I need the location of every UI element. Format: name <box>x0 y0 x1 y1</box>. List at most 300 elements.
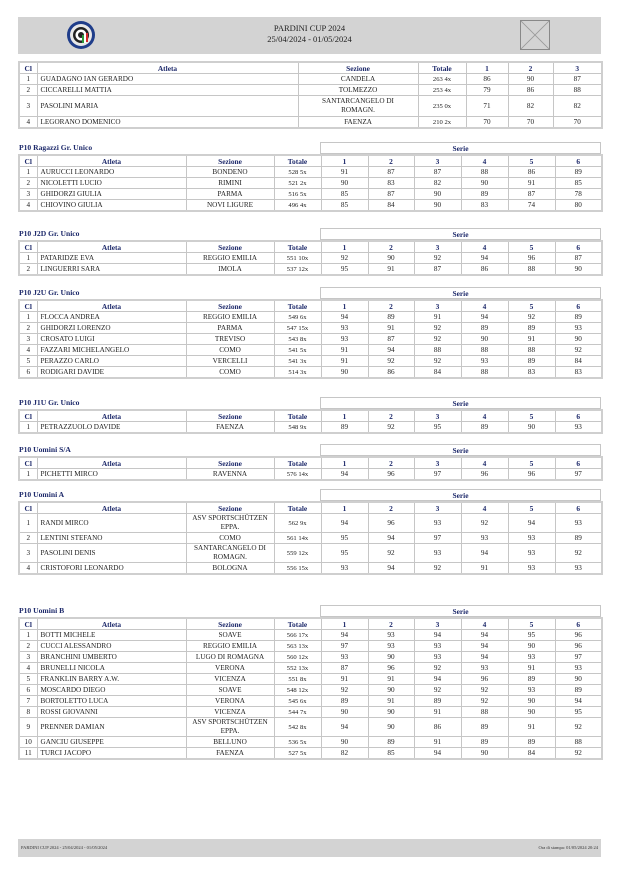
series-3-cell: 92 <box>414 685 461 696</box>
serie-label: Serie <box>321 606 601 617</box>
section-cell: COMO <box>186 345 274 356</box>
athlete-cell: TURCI JACOPO <box>37 748 186 760</box>
series-3-cell: 92 <box>414 334 461 345</box>
series-4-cell: 93 <box>461 533 508 544</box>
series-2-cell: 92 <box>368 422 414 434</box>
series-3-cell: 92 <box>414 663 461 674</box>
series-5-cell: 88 <box>508 345 555 356</box>
col-sezione: Sezione <box>186 502 274 514</box>
rank-cell: 1 <box>19 469 37 481</box>
section-cell: SANTARCANGELO DI ROMAGN. <box>186 544 274 563</box>
series-6-cell: 96 <box>555 641 602 652</box>
col-totale: Totale <box>274 502 321 514</box>
series-4-cell: 94 <box>461 641 508 652</box>
col-serie-6: 6 <box>555 241 602 253</box>
athlete-cell: CROSATO LUIGI <box>37 334 186 345</box>
section-cell: BOLOGNA <box>186 563 274 575</box>
table-row <box>19 674 602 685</box>
col-totale: Totale <box>274 241 321 253</box>
series-4-cell: 89 <box>461 737 508 748</box>
athlete-cell: PERAZZO CARLO <box>37 356 186 367</box>
col-serie-5: 5 <box>508 241 555 253</box>
series-5-cell: 91 <box>508 178 555 189</box>
series-5-cell: 91 <box>508 334 555 345</box>
section-cell: TOLMEZZO <box>298 85 418 96</box>
series-5-cell: 90 <box>508 696 555 707</box>
series-6-cell: 97 <box>555 469 602 481</box>
series-5-cell: 87 <box>508 189 555 200</box>
series-4-cell: 90 <box>461 178 508 189</box>
col-serie-4: 4 <box>461 457 508 469</box>
series-2-cell: 94 <box>368 563 414 575</box>
table-row <box>19 469 602 481</box>
athlete-cell: CRISTOFORI LEONARDO <box>37 563 186 575</box>
series-5-cell: 91 <box>508 663 555 674</box>
athlete-cell: GUADAGNO IAN GERARDO <box>37 74 298 85</box>
col-atleta: Atleta <box>37 155 186 167</box>
series-4-cell: 93 <box>461 356 508 367</box>
athlete-cell: ROSSI GIOVANNI <box>37 707 186 718</box>
series-3-cell: 93 <box>414 544 461 563</box>
serie-header <box>320 444 601 456</box>
col-atleta: Atleta <box>37 241 186 253</box>
section-cell: TREVISO <box>186 334 274 345</box>
series-1-cell: 95 <box>321 264 368 276</box>
athlete-cell: GHIDORZI LORENZO <box>37 323 186 334</box>
col-sezione: Sezione <box>186 155 274 167</box>
series-1-cell: 93 <box>321 563 368 575</box>
series-2-cell: 90 <box>508 74 553 85</box>
section-cell: VERONA <box>186 696 274 707</box>
col-serie-6: 6 <box>555 155 602 167</box>
series-6-cell: 93 <box>555 563 602 575</box>
series-3-cell: 97 <box>414 533 461 544</box>
athlete-cell: CHIOVINO GIULIA <box>37 200 186 212</box>
series-3-cell: 93 <box>414 652 461 663</box>
series-2-cell: 96 <box>368 514 414 533</box>
series-6-cell: 90 <box>555 674 602 685</box>
series-1-cell: 95 <box>321 533 368 544</box>
section-cell: LUGO DI ROMAGNA <box>186 652 274 663</box>
rank-cell: 4 <box>19 117 37 129</box>
athlete-cell: AURUCCI LEONARDO <box>37 167 186 178</box>
series-2-cell: 94 <box>368 345 414 356</box>
table-row <box>19 356 602 367</box>
series-4-cell: 86 <box>461 264 508 276</box>
section-cell: REGGIO EMILIA <box>186 312 274 323</box>
series-4-cell: 92 <box>461 685 508 696</box>
series-5-cell: 95 <box>508 630 555 641</box>
series-3-cell: 93 <box>414 514 461 533</box>
rank-cell: 1 <box>19 514 37 533</box>
total-cell: 548 12x <box>274 685 321 696</box>
series-3-cell: 82 <box>414 178 461 189</box>
athlete-cell: PASOLINI MARIA <box>37 96 298 117</box>
rank-cell: 3 <box>19 652 37 663</box>
series-2-cell: 92 <box>368 544 414 563</box>
series-3-cell: 97 <box>414 469 461 481</box>
series-6-cell: 92 <box>555 718 602 737</box>
total-cell: 556 15x <box>274 563 321 575</box>
section-cell: SANTARCANGELO DI ROMAGN. <box>298 96 418 117</box>
total-cell: 563 13x <box>274 641 321 652</box>
series-6-cell: 83 <box>555 367 602 379</box>
series-1-cell: 93 <box>321 334 368 345</box>
category-title: P10 Uomini A <box>19 490 65 499</box>
category-title: P10 J1U Gr. Unico <box>19 398 80 407</box>
table-row <box>19 630 602 641</box>
series-1-cell: 90 <box>321 367 368 379</box>
rank-cell: 2 <box>19 264 37 276</box>
footer-print-time: Ora di stampa: 01/05/2024 20:24 <box>538 845 598 850</box>
series-1-cell: 82 <box>321 748 368 760</box>
rank-cell: 7 <box>19 696 37 707</box>
col-atleta: Atleta <box>37 502 186 514</box>
series-3-cell: 87 <box>414 167 461 178</box>
series-2-cell: 91 <box>368 323 414 334</box>
col-serie-2: 2 <box>368 410 414 422</box>
series-6-cell: 95 <box>555 707 602 718</box>
table-row <box>19 167 602 178</box>
series-1-cell: 87 <box>321 663 368 674</box>
series-4-cell: 89 <box>461 189 508 200</box>
total-cell: 547 15x <box>274 323 321 334</box>
col-totale: Totale <box>274 300 321 312</box>
series-2-cell: 83 <box>368 178 414 189</box>
section-cell: RAVENNA <box>186 469 274 481</box>
series-1-cell: 92 <box>321 685 368 696</box>
section-cell: CANDELA <box>298 74 418 85</box>
series-2-cell: 87 <box>368 167 414 178</box>
series-2-cell: 91 <box>368 696 414 707</box>
category-title: P10 Ragazzi Gr. Unico <box>19 143 93 152</box>
series-1-cell: 91 <box>321 167 368 178</box>
athlete-cell: FLOCCA ANDREA <box>37 312 186 323</box>
athlete-cell: RANDI MIRCO <box>37 514 186 533</box>
serie-label: Serie <box>321 445 601 456</box>
image-placeholder-icon <box>520 20 550 50</box>
table-row <box>19 737 602 748</box>
series-1-cell: 90 <box>321 707 368 718</box>
col-serie-1: 1 <box>466 62 508 74</box>
rank-cell: 3 <box>19 544 37 563</box>
series-1-cell: 89 <box>321 422 368 434</box>
col-serie-5: 5 <box>508 502 555 514</box>
col-totale: Totale <box>418 62 466 74</box>
series-3-cell: 91 <box>414 312 461 323</box>
series-3-cell: 94 <box>414 748 461 760</box>
series-4-cell: 90 <box>461 748 508 760</box>
series-5-cell: 89 <box>508 356 555 367</box>
athlete-cell: PICHETTI MIRCO <box>37 469 186 481</box>
footer-event: PARDINI CUP 2024 - 25/04/2024 - 01/05/2024 <box>21 845 108 850</box>
rank-cell: 2 <box>19 641 37 652</box>
series-6-cell: 90 <box>555 264 602 276</box>
col-serie-2: 2 <box>508 62 553 74</box>
total-cell: 541 5x <box>274 345 321 356</box>
series-1-cell: 91 <box>321 674 368 685</box>
total-cell: 210 2x <box>418 117 466 129</box>
table-row <box>19 178 602 189</box>
table-header-row <box>19 457 602 469</box>
series-6-cell: 96 <box>555 630 602 641</box>
series-1-cell: 70 <box>466 117 508 129</box>
series-2-cell: 86 <box>508 85 553 96</box>
section-cell: IMOLA <box>186 264 274 276</box>
total-cell: 548 9x <box>274 422 321 434</box>
table-header-row <box>19 618 602 630</box>
col-totale: Totale <box>274 410 321 422</box>
col-atleta: Atleta <box>37 62 298 74</box>
series-5-cell: 91 <box>508 718 555 737</box>
serie-header <box>320 397 601 409</box>
series-6-cell: 87 <box>555 253 602 264</box>
section-cell: PARMA <box>186 323 274 334</box>
col-serie-6: 6 <box>555 300 602 312</box>
series-3-cell: 87 <box>553 74 602 85</box>
serie-header <box>320 605 601 617</box>
rank-cell: 4 <box>19 563 37 575</box>
series-6-cell: 89 <box>555 312 602 323</box>
series-5-cell: 89 <box>508 737 555 748</box>
col-serie-3: 3 <box>414 502 461 514</box>
rank-cell: 2 <box>19 178 37 189</box>
series-3-cell: 88 <box>414 345 461 356</box>
athlete-cell: BOTTI MICHELE <box>37 630 186 641</box>
col-sezione: Sezione <box>186 618 274 630</box>
category-results-table <box>18 501 603 575</box>
col-serie-1: 1 <box>321 410 368 422</box>
athlete-cell: BRANCHINI UMBERTO <box>37 652 186 663</box>
total-cell: 551 10x <box>274 253 321 264</box>
athlete-cell: PATARIDZE EVA <box>37 253 186 264</box>
section-cell: COMO <box>186 533 274 544</box>
total-cell: 545 6x <box>274 696 321 707</box>
col-atleta: Atleta <box>37 300 186 312</box>
series-6-cell: 88 <box>555 737 602 748</box>
series-4-cell: 96 <box>461 469 508 481</box>
athlete-cell: FRANKLIN BARRY A.W. <box>37 674 186 685</box>
total-cell: 541 3x <box>274 356 321 367</box>
series-1-cell: 94 <box>321 312 368 323</box>
series-5-cell: 94 <box>508 514 555 533</box>
category-results-table <box>18 299 603 379</box>
series-2-cell: 89 <box>368 737 414 748</box>
table-row <box>19 334 602 345</box>
col-atleta: Atleta <box>37 618 186 630</box>
athlete-cell: NICOLETTI LUCIO <box>37 178 186 189</box>
col-serie-2: 2 <box>368 300 414 312</box>
total-cell: 528 5x <box>274 167 321 178</box>
series-5-cell: 90 <box>508 422 555 434</box>
col-serie-6: 6 <box>555 618 602 630</box>
rank-cell: 5 <box>19 674 37 685</box>
section-cell: SOAVE <box>186 630 274 641</box>
col-serie-6: 6 <box>555 410 602 422</box>
section-cell: FAENZA <box>298 117 418 129</box>
category-title: P10 J2D Gr. Unico <box>19 229 80 238</box>
rank-cell: 9 <box>19 718 37 737</box>
series-1-cell: 92 <box>321 253 368 264</box>
athlete-cell: PETRAZZUOLO DAVIDE <box>37 422 186 434</box>
table-row <box>19 641 602 652</box>
total-cell: 551 8x <box>274 674 321 685</box>
section-cell: BELLUNO <box>186 737 274 748</box>
serie-header <box>320 228 601 240</box>
table-row <box>19 96 602 117</box>
report-dates: 25/04/2024 - 01/05/2024 <box>267 34 352 44</box>
section-cell: REGGIO EMILIA <box>186 253 274 264</box>
series-3-cell: 92 <box>414 253 461 264</box>
category-title: P10 J2U Gr. Unico <box>19 288 80 297</box>
table-header-row <box>19 155 602 167</box>
series-4-cell: 88 <box>461 167 508 178</box>
col-serie-1: 1 <box>321 155 368 167</box>
serie-label: Serie <box>321 288 601 299</box>
series-1-cell: 85 <box>321 189 368 200</box>
table-row <box>19 189 602 200</box>
col-serie-2: 2 <box>368 457 414 469</box>
series-2-cell: 86 <box>368 367 414 379</box>
series-1-cell: 91 <box>321 345 368 356</box>
col-serie-1: 1 <box>321 300 368 312</box>
rank-cell: 11 <box>19 748 37 760</box>
series-3-cell: 92 <box>414 563 461 575</box>
series-1-cell: 94 <box>321 718 368 737</box>
col-totale: Totale <box>274 155 321 167</box>
athlete-cell: FAZZARI MICHELANGELO <box>37 345 186 356</box>
series-2-cell: 91 <box>368 264 414 276</box>
col-serie-5: 5 <box>508 457 555 469</box>
series-3-cell: 90 <box>414 200 461 212</box>
col-totale: Totale <box>274 618 321 630</box>
rank-cell: 2 <box>19 533 37 544</box>
category-results-table <box>18 456 603 481</box>
series-6-cell: 93 <box>555 323 602 334</box>
athlete-cell: BRUNELLI NICOLA <box>37 663 186 674</box>
col-sezione: Sezione <box>186 241 274 253</box>
table-header-row <box>19 502 602 514</box>
series-3-cell: 94 <box>414 674 461 685</box>
series-1-cell: 89 <box>321 696 368 707</box>
series-3-cell: 87 <box>414 264 461 276</box>
section-cell: PARMA <box>186 189 274 200</box>
total-cell: 542 8x <box>274 718 321 737</box>
athlete-cell: CICCARELLI MATTIA <box>37 85 298 96</box>
total-cell: 521 2x <box>274 178 321 189</box>
section-cell: BONDENO <box>186 167 274 178</box>
category-title: P10 Uomini B <box>19 606 65 615</box>
series-5-cell: 96 <box>508 253 555 264</box>
col-cl: Cl <box>19 241 37 253</box>
series-1-cell: 86 <box>466 74 508 85</box>
series-2-cell: 85 <box>368 748 414 760</box>
total-cell: 527 5x <box>274 748 321 760</box>
series-5-cell: 89 <box>508 323 555 334</box>
rank-cell: 2 <box>19 85 37 96</box>
series-2-cell: 93 <box>368 641 414 652</box>
col-serie-5: 5 <box>508 410 555 422</box>
series-5-cell: 86 <box>508 167 555 178</box>
rank-cell: 3 <box>19 334 37 345</box>
col-sezione: Sezione <box>186 457 274 469</box>
rank-cell: 3 <box>19 96 37 117</box>
series-1-cell: 90 <box>321 737 368 748</box>
table-row <box>19 367 602 379</box>
table-header-row <box>19 241 602 253</box>
rank-cell: 1 <box>19 74 37 85</box>
table-row <box>19 696 602 707</box>
series-2-cell: 87 <box>368 189 414 200</box>
series-2-cell: 70 <box>508 117 553 129</box>
serie-header <box>320 142 601 154</box>
series-2-cell: 92 <box>368 356 414 367</box>
series-5-cell: 93 <box>508 652 555 663</box>
col-serie-4: 4 <box>461 241 508 253</box>
col-serie-1: 1 <box>321 618 368 630</box>
series-4-cell: 92 <box>461 696 508 707</box>
series-5-cell: 90 <box>508 641 555 652</box>
section-cell: VERONA <box>186 663 274 674</box>
series-3-cell: 70 <box>553 117 602 129</box>
series-2-cell: 91 <box>368 674 414 685</box>
series-1-cell: 94 <box>321 514 368 533</box>
series-6-cell: 89 <box>555 167 602 178</box>
col-serie-2: 2 <box>368 241 414 253</box>
series-3-cell: 82 <box>553 96 602 117</box>
serie-label: Serie <box>321 398 601 409</box>
athlete-cell: CUCCI ALESSANDRO <box>37 641 186 652</box>
col-serie-6: 6 <box>555 457 602 469</box>
series-4-cell: 94 <box>461 544 508 563</box>
total-cell: 544 7x <box>274 707 321 718</box>
series-6-cell: 93 <box>555 514 602 533</box>
series-4-cell: 92 <box>461 514 508 533</box>
rank-cell: 1 <box>19 253 37 264</box>
rank-cell: 4 <box>19 663 37 674</box>
series-2-cell: 90 <box>368 253 414 264</box>
col-serie-4: 4 <box>461 300 508 312</box>
col-serie-2: 2 <box>368 618 414 630</box>
rank-cell: 6 <box>19 367 37 379</box>
table-row <box>19 264 602 276</box>
col-serie-3: 3 <box>414 300 461 312</box>
series-4-cell: 88 <box>461 345 508 356</box>
series-4-cell: 90 <box>461 334 508 345</box>
total-cell: 235 0x <box>418 96 466 117</box>
series-5-cell: 93 <box>508 544 555 563</box>
series-3-cell: 92 <box>414 323 461 334</box>
section-cell: NOVI LIGURE <box>186 200 274 212</box>
series-3-cell: 94 <box>414 630 461 641</box>
series-1-cell: 94 <box>321 469 368 481</box>
col-serie-4: 4 <box>461 618 508 630</box>
total-cell: 549 6x <box>274 312 321 323</box>
category-results-table <box>18 409 603 434</box>
series-1-cell: 71 <box>466 96 508 117</box>
series-6-cell: 90 <box>555 334 602 345</box>
col-serie-1: 1 <box>321 457 368 469</box>
athlete-cell: GHIDORZI GIULIA <box>37 189 186 200</box>
table-row <box>19 117 602 129</box>
series-1-cell: 79 <box>466 85 508 96</box>
total-cell: 566 17x <box>274 630 321 641</box>
col-serie-3: 3 <box>553 62 602 74</box>
col-cl: Cl <box>19 300 37 312</box>
athlete-cell: LINGUERRI SARA <box>37 264 186 276</box>
col-serie-6: 6 <box>555 502 602 514</box>
series-1-cell: 91 <box>321 356 368 367</box>
